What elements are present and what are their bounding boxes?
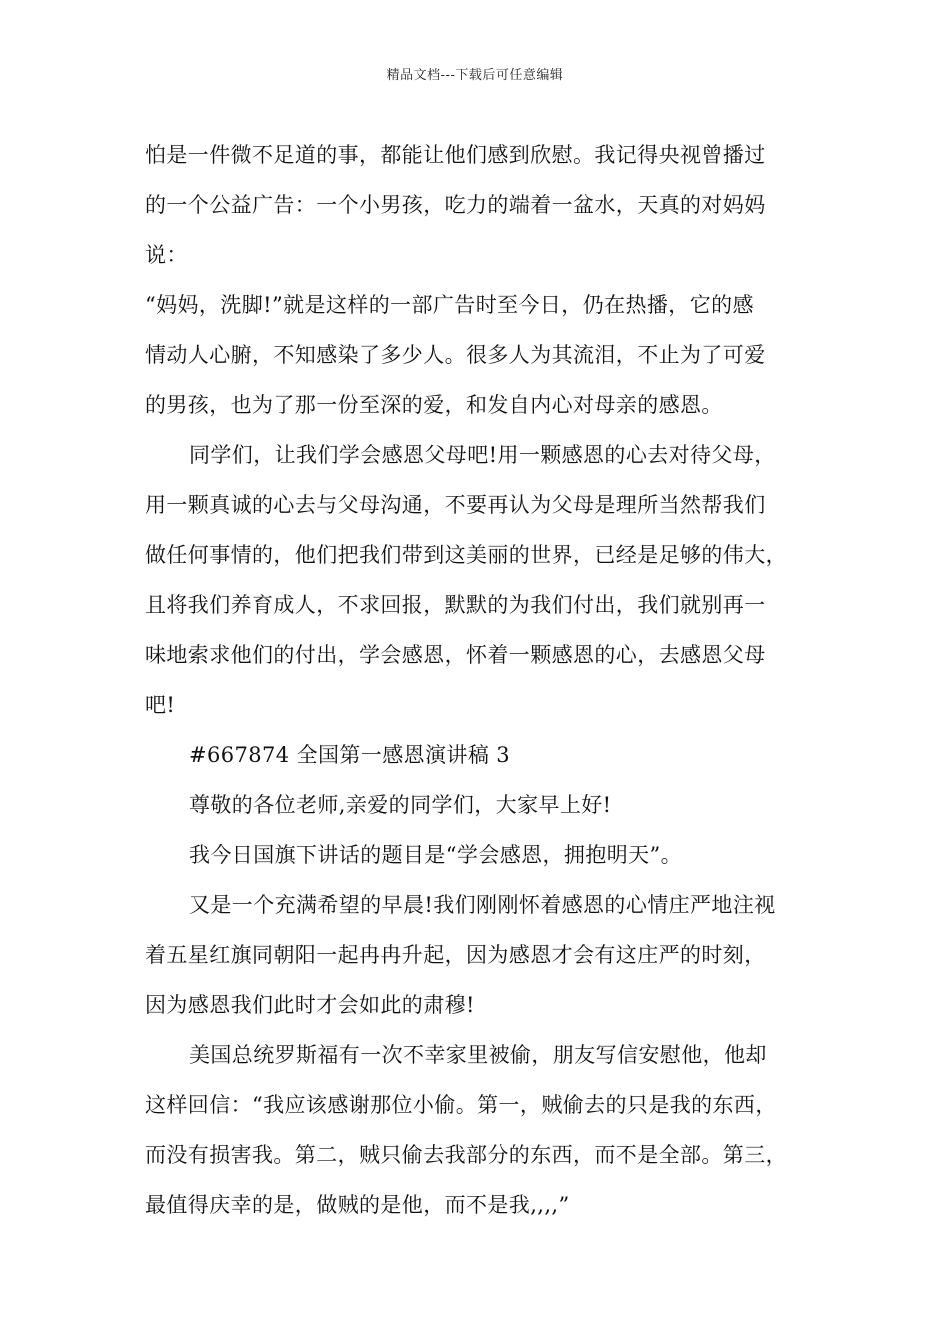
text-line: 吧! xyxy=(145,693,176,717)
text-line: 尊敬的各位老师,亲爱的同学们，大家早上好! xyxy=(189,793,612,817)
text-line: 最值得庆幸的是，做贼的是他，而不是我,,,,” xyxy=(145,1193,570,1217)
text-line: 味地索求他们的付出，学会感恩，怀着一颗感恩的心，去感恩父母 xyxy=(145,643,766,667)
text-line: 而没有损害我。第二，贼只偷去我部分的东西，而不是全部。第三， xyxy=(145,1143,787,1167)
text-line: 我今日国旗下讲话的题目是“学会感恩，拥抱明天”。 xyxy=(189,843,683,867)
text-line: 说： xyxy=(145,243,188,267)
text-line: 的男孩，也为了那一份至深的爱，和发自内心对母亲的感恩。 xyxy=(145,393,723,417)
section-heading: #667874 全国第一感恩演讲稿 3 xyxy=(189,743,511,767)
text-line: 同学们，让我们学会感恩父母吧!用一颗感恩的心去对待父母， xyxy=(189,443,776,467)
text-line: 且将我们养育成人，不求回报，默默的为我们付出，我们就别再一 xyxy=(145,593,766,617)
text-line: 用一颗真诚的心去与父母沟通，不要再认为父母是理所当然帮我们 xyxy=(145,493,766,517)
document-body xyxy=(145,130,825,1230)
text-line: 的一个公益广告：一个小男孩，吃力的端着一盆水，天真的对妈妈 xyxy=(145,193,766,217)
text-line: 着五星红旗同朝阳一起冉冉升起，因为感恩才会有这庄严的时刻， xyxy=(145,943,766,967)
text-line: 又是一个充满希望的早晨!我们刚刚怀着感恩的心情庄严地注视 xyxy=(189,893,776,917)
text-line: 做任何事情的，他们把我们带到这美丽的世界，已经是足够的伟大， xyxy=(145,543,787,567)
text-line: 美国总统罗斯福有一次不幸家里被偷，朋友写信安慰他，他却 xyxy=(189,1043,767,1067)
text-line: 因为感恩我们此时才会如此的肃穆! xyxy=(145,993,475,1017)
text-line: “妈妈，洗脚!”就是这样的一部广告时至今日，仍在热播，它的感 xyxy=(145,293,754,317)
text-line: 情动人心腑，不知感染了多少人。很多人为其流泪，不止为了可爱 xyxy=(145,343,766,367)
page-header: 精品文档---下载后可任意编辑 xyxy=(386,68,564,83)
text-line: 这样回信：“我应该感谢那位小偷。第一，贼偷去的只是我的东西， xyxy=(145,1093,777,1117)
text-line: 怕是一件微不足道的事，都能让他们感到欣慰。我记得央视曾播过 xyxy=(145,143,766,167)
